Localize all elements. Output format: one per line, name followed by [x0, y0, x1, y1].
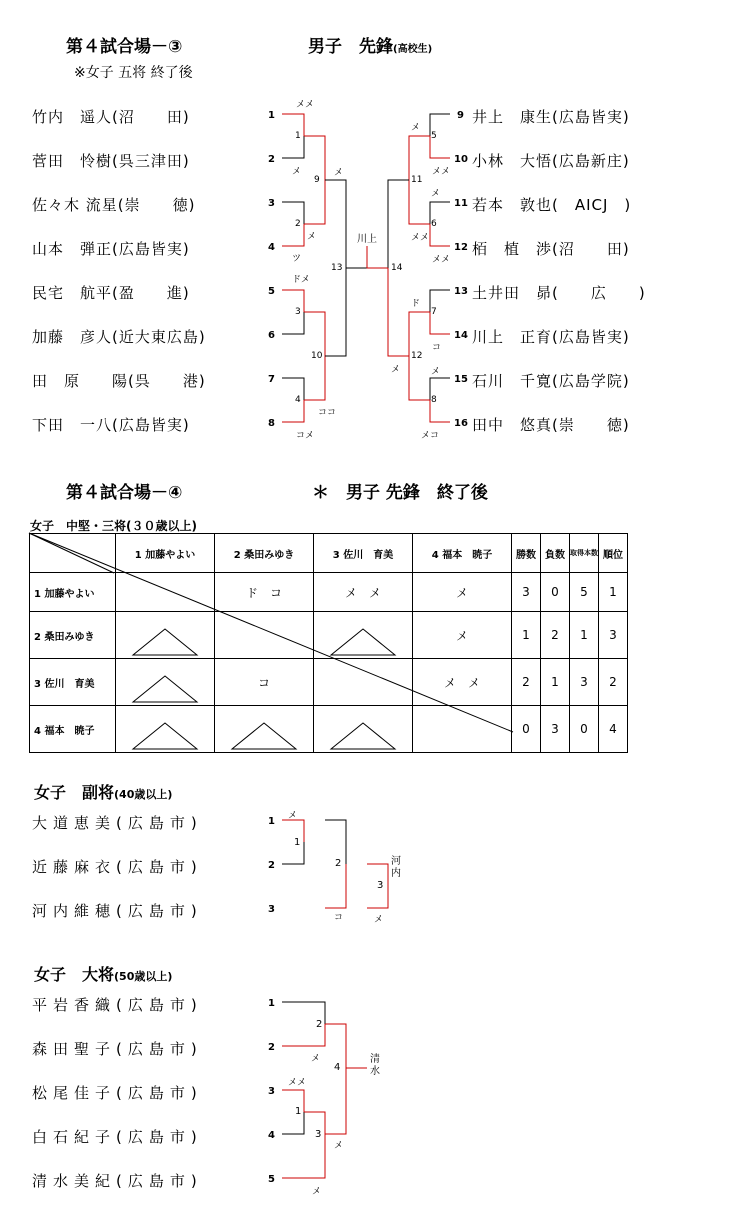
fuku-match-num: 3: [377, 880, 384, 891]
wins-cell: 1: [512, 612, 541, 659]
points-cell: 3: [570, 659, 599, 706]
header-cell: 4 福本 暁子: [413, 534, 512, 573]
fuku-title-main: 女子 副将: [34, 783, 115, 802]
left-player-7: 田 原 陽(呉 港): [32, 372, 206, 390]
mark: コメ: [296, 431, 315, 441]
section3-note: ※女子 五将 終了後: [74, 65, 193, 81]
tai-seed-3: 3: [268, 1086, 275, 1097]
left-seed-8: 8: [268, 418, 275, 429]
left-player-6: 加藤 彦人(近大東広島): [32, 328, 206, 346]
fuku-seed-3: 3: [268, 904, 275, 915]
tai-mark: メ: [312, 1187, 322, 1197]
header-losses: 負数: [541, 534, 570, 573]
section4-title: 第４試合場－④: [66, 483, 183, 503]
left-player-3: 佐々木 流星(崇 徳): [32, 196, 196, 214]
mark: メ: [334, 168, 344, 178]
rank-cell: 2: [599, 659, 628, 706]
row-player: 4 福本 暁子: [30, 706, 116, 753]
points-cell: 5: [570, 573, 599, 612]
mark: メ: [391, 365, 401, 375]
left-player-5: 民宅 航平(盈 進): [32, 284, 190, 302]
right-player-13: 土井田 昴( 広 ): [472, 284, 646, 302]
fuku-match-num: 1: [294, 837, 301, 848]
header-cell: 3 佐川 育美: [314, 534, 413, 573]
right-player-11: 若本 敦也( AICJ ): [472, 196, 632, 214]
fuku-mark: メ: [374, 915, 384, 925]
right-seed-14: 14: [454, 330, 468, 341]
section3-event-name: 男子 先鋒: [308, 37, 393, 57]
fuku-player-3: 河内維穂(広島市): [32, 902, 203, 920]
right-seed-13: 13: [454, 286, 468, 297]
section3-title: 第４試合場－③: [66, 37, 183, 57]
match-num: 12: [411, 351, 423, 361]
tai-mark: メ: [334, 1141, 344, 1151]
tai-player-1: 平岩香織(広島市): [32, 996, 203, 1014]
tai-player-4: 白石紀子(広島市): [32, 1128, 203, 1146]
mark: ココ: [318, 408, 337, 418]
rank-cell: 4: [599, 706, 628, 753]
mark: ド: [411, 299, 421, 309]
mark: ツ: [292, 254, 302, 264]
header-cell: 2 桑田みゆき: [215, 534, 314, 573]
left-seed-1: 1: [268, 110, 275, 121]
left-seed-3: 3: [268, 198, 275, 209]
mark: メ: [292, 167, 302, 177]
tai-mark: メメ: [288, 1078, 307, 1088]
losses-cell: 2: [541, 612, 570, 659]
right-seed-10: 10: [454, 154, 468, 165]
wins-cell: 2: [512, 659, 541, 706]
right-player-14: 川上 正育(広島皆実): [472, 328, 630, 346]
fuku-player-1: 大道恵美(広島市): [32, 814, 203, 832]
mark: メコ: [421, 431, 440, 441]
left-player-4: 山本 弾正(広島皆実): [32, 240, 190, 258]
tai-player-2: 森田聖子(広島市): [32, 1040, 203, 1058]
match-num: 13: [331, 263, 343, 273]
fuku-player-2: 近藤麻衣(広島市): [32, 858, 203, 876]
right-seed-15: 15: [454, 374, 468, 385]
tai-winner: 清水: [370, 1054, 380, 1077]
tai-seed-5: 5: [268, 1174, 275, 1185]
tai-player-3: 松尾佳子(広島市): [32, 1084, 203, 1102]
right-seed-12: 12: [454, 242, 468, 253]
mark: コ: [432, 343, 442, 353]
left-player-1: 竹内 遥人(沼 田): [32, 108, 190, 126]
right-seed-11: 11: [454, 198, 468, 209]
right-player-16: 田中 悠真(崇 徳): [472, 416, 630, 434]
header-rank: 順位: [599, 534, 628, 573]
result-cell: メ メ: [413, 659, 512, 706]
fuku-winner: 河内: [391, 856, 401, 879]
right-player-15: 石川 千寛(広島学院): [472, 372, 630, 390]
header-wins: 勝数: [512, 534, 541, 573]
match-num: 2: [295, 219, 301, 229]
row-player: 1 加藤やよい: [30, 573, 116, 612]
result-cell: メ: [413, 612, 512, 659]
losses-cell: 3: [541, 706, 570, 753]
right-player-12: 栢 植 渉(沼 田): [472, 240, 630, 258]
row-player: 3 佐川 育美: [30, 659, 116, 706]
match-num: 4: [295, 395, 301, 405]
tai-mark: メ: [311, 1054, 321, 1064]
tai-seed-1: 1: [268, 998, 275, 1009]
row-player: 2 桑田みゆき: [30, 612, 116, 659]
mark: メ: [431, 189, 441, 199]
tai-title-sub: (50歳以上): [114, 970, 173, 983]
mark: メメ: [296, 100, 315, 110]
result-cell: ド コ: [215, 573, 314, 612]
match-num: 9: [314, 175, 320, 185]
result-cell: メ: [413, 573, 512, 612]
winner-label: 川上: [357, 234, 377, 245]
match-num: 6: [431, 219, 437, 229]
tai-player-5: 清水美紀(広島市): [32, 1172, 203, 1190]
result-cell: メ メ: [314, 573, 413, 612]
right-seed-9: 9: [457, 110, 464, 121]
fuku-title-sub: (40歳以上): [114, 788, 173, 801]
left-seed-7: 7: [268, 374, 275, 385]
rank-cell: 1: [599, 573, 628, 612]
match-num: 14: [391, 263, 403, 273]
header-cell: 1 加藤やよい: [116, 534, 215, 573]
tai-match-num: 4: [334, 1062, 341, 1073]
match-num: 5: [431, 131, 437, 141]
right-seed-16: 16: [454, 418, 468, 429]
match-num: 8: [431, 395, 437, 405]
rank-cell: 3: [599, 612, 628, 659]
mark: メ: [411, 123, 421, 133]
left-player-8: 下田 一八(広島皆実): [32, 416, 190, 434]
tai-seed-2: 2: [268, 1042, 275, 1053]
match-num: 3: [295, 307, 301, 317]
match-num: 11: [411, 175, 423, 185]
mark: メ: [307, 232, 317, 242]
points-cell: 1: [570, 612, 599, 659]
section4-title2: ＊ 男子 先鋒 終了後: [312, 483, 488, 503]
fuku-seed-1: 1: [268, 816, 275, 827]
mark: メメ: [411, 233, 430, 243]
wins-cell: 0: [512, 706, 541, 753]
mark: メ: [431, 367, 441, 377]
section3-event-sub: (高校生): [393, 44, 433, 55]
fuku-match-num: 2: [335, 858, 342, 869]
losses-cell: 0: [541, 573, 570, 612]
mark: ドメ: [292, 275, 310, 285]
mark: メメ: [432, 167, 451, 177]
fuku-mark: メ: [288, 811, 298, 821]
fuku-seed-2: 2: [268, 860, 275, 871]
right-player-9: 井上 康生(広島皆実): [472, 108, 630, 126]
mark: メメ: [432, 255, 451, 265]
points-cell: 0: [570, 706, 599, 753]
fuku-mark: コ: [334, 913, 344, 923]
match-num: 1: [295, 131, 301, 141]
losses-cell: 1: [541, 659, 570, 706]
left-seed-2: 2: [268, 154, 275, 165]
left-seed-4: 4: [268, 242, 275, 253]
tai-match-num: 1: [295, 1106, 302, 1117]
header-points: 取得本数: [570, 534, 599, 573]
right-player-10: 小林 大悟(広島新庄): [472, 152, 630, 170]
result-cell: コ: [215, 659, 314, 706]
left-seed-6: 6: [268, 330, 275, 341]
tai-seed-4: 4: [268, 1130, 275, 1141]
tai-match-num: 3: [315, 1129, 322, 1140]
tai-match-num: 2: [316, 1019, 323, 1030]
round-robin-title: 女子 中堅・三将(３０歳以上): [30, 519, 197, 533]
tai-title-main: 女子 大将: [34, 965, 115, 984]
left-player-2: 菅田 怜樹(呉三津田): [32, 152, 190, 170]
wins-cell: 3: [512, 573, 541, 612]
match-num: 7: [431, 307, 437, 317]
left-seed-5: 5: [268, 286, 275, 297]
match-num: 10: [311, 351, 323, 361]
